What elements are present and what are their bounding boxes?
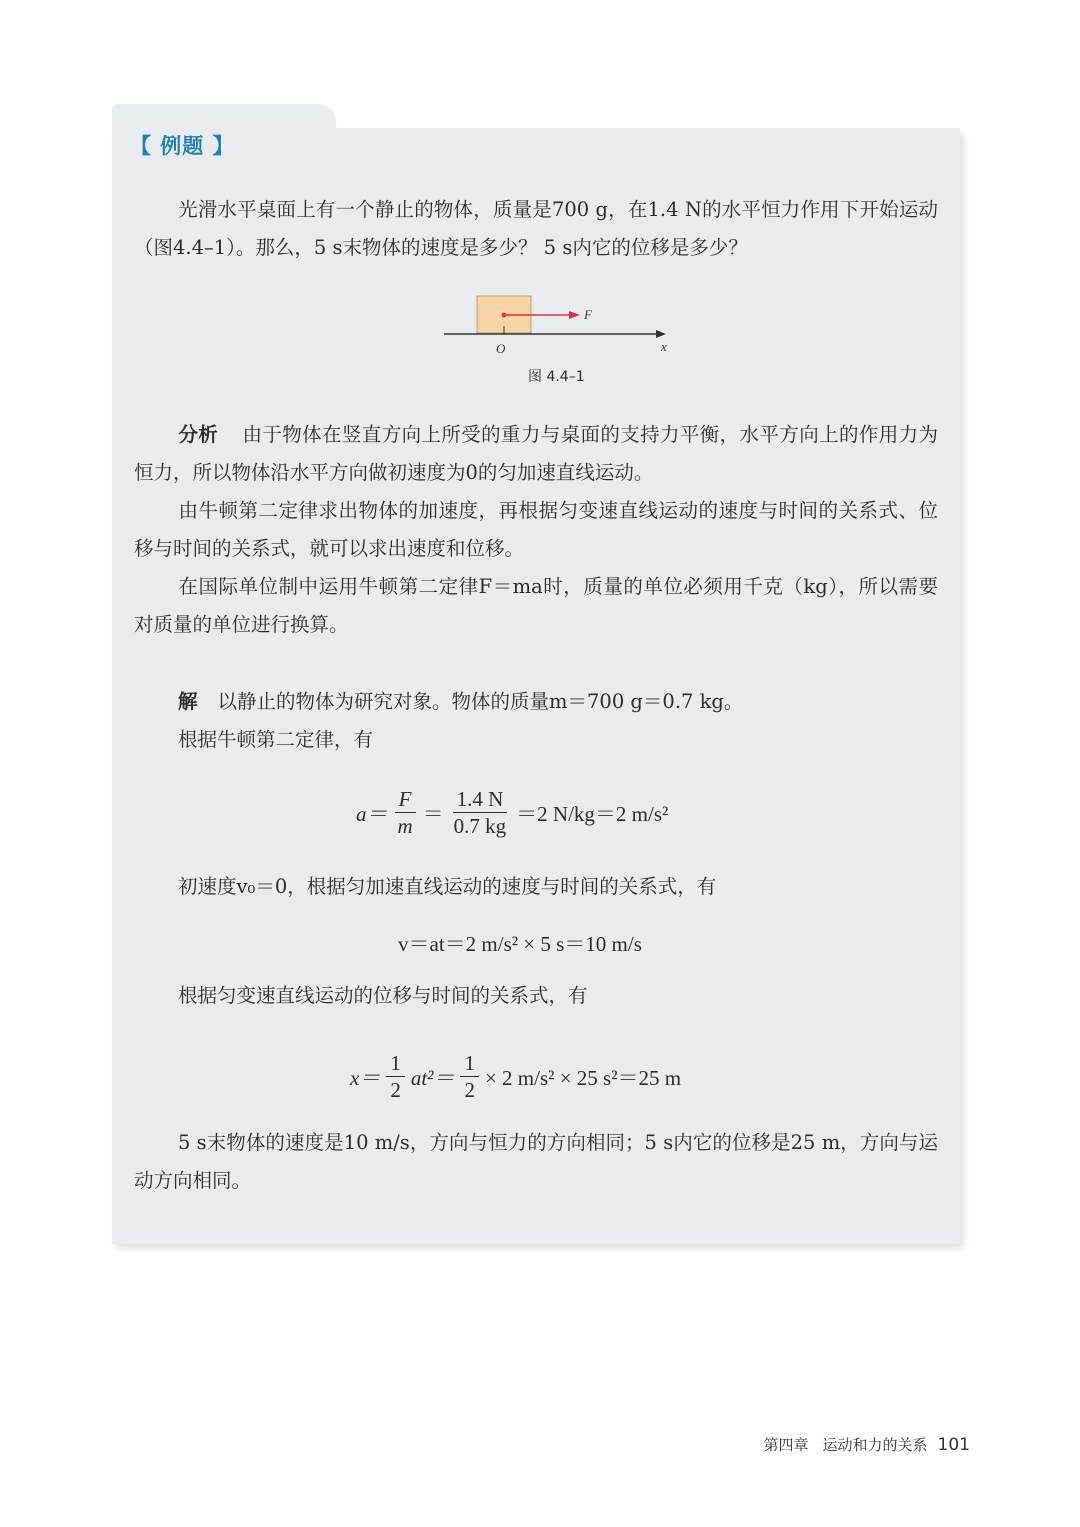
figure-4-4-1 [430, 288, 690, 366]
analysis-paragraph-1 [134, 416, 938, 492]
solution-heading: 解 [178, 690, 198, 713]
eq1-fraction-2 [450, 788, 511, 837]
analysis-paragraph-2 [134, 492, 938, 568]
eq3-fraction-2 [460, 1052, 479, 1101]
figure-caption: 图 4.4–1 [528, 369, 585, 385]
eq3-fraction-1 [386, 1052, 405, 1101]
problem-text: 光滑水平桌面上有一个静止的物体，质量是700 g，在1.4 N的水平恒力作用下开始运动（图4.4–1）。那么，5 s末物体的速度是多少？ 5 s内它的位移是多少？ [134, 198, 938, 259]
eq1-rhs: ＝2 N/kg＝2 m/s² [516, 801, 669, 826]
analysis-text-3: 在国际单位制中运用牛顿第二定律F＝ma时，质量的单位必须用千克（kg），所以需要对质量的单位进行换算。 [134, 575, 938, 636]
eq1-f1-num: F [395, 788, 416, 813]
conclusion-text: 5 s末物体的速度是10 m/s，方向与恒力的方向相同；5 s内它的位移是25 m，方向与运动方向相同。 [134, 1131, 938, 1192]
eq3-f2-num: 1 [460, 1052, 479, 1077]
origin-label: O [496, 341, 506, 356]
eq1-f2-den: 0.7 kg [453, 814, 507, 838]
conclusion-paragraph [134, 1124, 938, 1200]
eq1-f1-den: m [397, 814, 413, 838]
eq3-mid: at²＝ [410, 1065, 455, 1090]
footer-title: 运动和力的关系 [822, 1436, 928, 1454]
eq3-f1-den: 2 [390, 1078, 401, 1102]
eq3-rhs: × 2 m/s² × 25 s²＝25 m [484, 1065, 682, 1090]
eq1-equals: ＝ [422, 801, 444, 826]
eq3-f1-num: 1 [386, 1052, 405, 1077]
eq1-lhs: a＝ [356, 801, 388, 826]
eq1-fraction-1 [394, 788, 417, 837]
equation-velocity: v＝at＝2 m/s² × 5 s＝10 m/s [398, 932, 642, 956]
axis-label: x [661, 339, 667, 354]
solution-line-4: 根据匀变速直线运动的位移与时间的关系式，有 [178, 984, 588, 1007]
analysis-paragraph-3 [134, 568, 938, 644]
solution-line-2: 根据牛顿第二定律，有 [178, 728, 374, 751]
eq3-lhs: x＝ [350, 1065, 381, 1090]
example-tag: 【 例题 】 [130, 134, 235, 158]
analysis-text-1: 由于物体在竖直方向上所受的重力与桌面的支持力平衡，水平方向上的作用力为恒力，所以物体沿水平方向做初速度为0的匀加速直线运动。 [134, 423, 938, 484]
force-label: F [584, 307, 592, 322]
eq1-f2-num: 1.4 N [453, 788, 508, 813]
problem-paragraph [134, 191, 938, 267]
solution-text-1: 以静止的物体为研究对象。物体的质量m＝700 g＝0.7 kg。 [217, 690, 744, 713]
eq3-f2-den: 2 [464, 1078, 475, 1102]
footer-chapter: 第四章 [763, 1436, 809, 1454]
axis-arrowhead [656, 330, 666, 338]
analysis-heading: 分析 [178, 423, 219, 446]
analysis-text-2: 由牛顿第二定律求出物体的加速度，再根据匀变速直线运动的速度与时间的关系式、位移与时间的关系式，就可以求出速度和位移。 [134, 499, 938, 560]
solution-line-3: 初速度v₀＝0，根据匀加速直线运动的速度与时间的关系式，有 [178, 875, 717, 898]
equation-acceleration [356, 788, 668, 837]
page-footer [764, 1434, 970, 1455]
solution-line-1 [178, 683, 743, 721]
force-arrowhead [569, 311, 580, 319]
equation-displacement [350, 1052, 681, 1101]
page-number: 101 [937, 1435, 970, 1455]
